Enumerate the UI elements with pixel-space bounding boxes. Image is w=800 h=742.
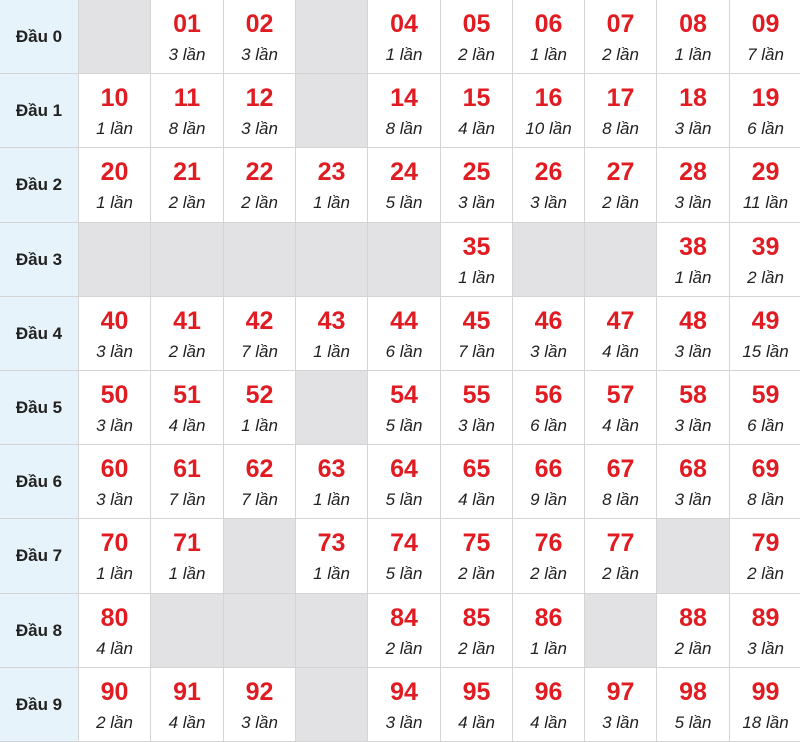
- empty-cell: [585, 594, 657, 668]
- number-cell: [151, 519, 224, 594]
- number-cell: [151, 668, 224, 742]
- row-header: Đầu 8: [0, 594, 79, 668]
- number-cell: [513, 74, 585, 148]
- occurrence-count: 1 lần: [96, 119, 133, 138]
- number-value: 45: [462, 307, 491, 335]
- empty-cell: [585, 223, 657, 297]
- occurrence-count: 3 lần: [385, 713, 423, 732]
- number-value: 92: [245, 678, 274, 706]
- number-cell: [513, 445, 585, 519]
- occurrence-count: 3 lần: [674, 416, 712, 435]
- occurrence-count: 9 lần: [530, 490, 567, 509]
- number-cell: [79, 297, 151, 371]
- row-header: Đầu 9: [0, 668, 79, 742]
- occurrence-count: 1 lần: [313, 193, 350, 212]
- number-cell: [151, 0, 224, 74]
- number-cell: [79, 148, 151, 223]
- number-cell: [513, 371, 585, 445]
- number-cell: [657, 148, 730, 223]
- number-cell: [296, 297, 368, 371]
- occurrence-count: 4 lần: [530, 713, 567, 732]
- number-cell: [657, 0, 730, 74]
- number-cell: [79, 445, 151, 519]
- number-value: 54: [390, 381, 418, 409]
- number-value: 89: [751, 604, 780, 632]
- occurrence-count: 2 lần: [241, 193, 278, 212]
- number-cell: [513, 148, 585, 223]
- number-cell: [513, 668, 585, 742]
- number-cell: [730, 594, 800, 668]
- number-cell: [585, 519, 657, 594]
- occurrence-count: 5 lần: [385, 490, 423, 509]
- number-cell: [730, 223, 800, 297]
- empty-cell: [151, 223, 224, 297]
- number-cell: [151, 371, 224, 445]
- number-value: 06: [534, 10, 563, 38]
- number-cell: [513, 594, 585, 668]
- number-value: 86: [534, 604, 563, 632]
- empty-cell: [224, 519, 296, 594]
- occurrence-count: 3 lần: [674, 119, 712, 138]
- occurrence-count: 5 lần: [385, 564, 423, 583]
- empty-cell: [79, 223, 151, 297]
- number-cell: [513, 519, 585, 594]
- number-value: 29: [751, 158, 780, 186]
- number-cell: [368, 668, 441, 742]
- number-value: 58: [679, 381, 707, 409]
- number-value: 65: [462, 455, 491, 483]
- number-cell: [441, 594, 513, 668]
- number-value: 70: [100, 529, 129, 557]
- occurrence-count: 2 lần: [168, 342, 206, 361]
- occurrence-count: 3 lần: [674, 342, 712, 361]
- number-value: 95: [462, 678, 491, 706]
- empty-cell: [296, 594, 368, 668]
- number-cell: [296, 445, 368, 519]
- number-value: 04: [390, 10, 418, 38]
- number-cell: [441, 668, 513, 742]
- number-cell: [441, 223, 513, 297]
- number-cell: [151, 148, 224, 223]
- occurrence-count: 1 lần: [530, 639, 567, 658]
- number-cell: [151, 445, 224, 519]
- number-cell: [730, 371, 800, 445]
- number-value: 16: [534, 84, 563, 112]
- number-value: 74: [390, 529, 418, 557]
- empty-cell: [151, 594, 224, 668]
- occurrence-count: 5 lần: [385, 193, 423, 212]
- number-value: 73: [317, 529, 346, 557]
- row-header: Đầu 2: [0, 148, 79, 223]
- number-cell: [585, 445, 657, 519]
- empty-cell: [296, 74, 368, 148]
- row-header: Đầu 1: [0, 74, 79, 148]
- number-cell: [368, 0, 441, 74]
- number-value: 08: [679, 10, 707, 38]
- occurrence-count: 1 lần: [241, 416, 278, 435]
- occurrence-count: 2 lần: [458, 45, 495, 64]
- occurrence-count: 2 lần: [602, 193, 639, 212]
- occurrence-count: 2 lần: [385, 639, 423, 658]
- number-value: 50: [100, 381, 129, 409]
- number-value: 98: [679, 678, 707, 706]
- number-cell: [730, 74, 800, 148]
- occurrence-count: 2 lần: [602, 45, 639, 64]
- number-cell: [441, 297, 513, 371]
- number-value: 39: [751, 233, 780, 261]
- occurrence-count: 7 lần: [241, 490, 278, 509]
- number-value: 26: [534, 158, 563, 186]
- number-cell: [730, 297, 800, 371]
- number-cell: [657, 668, 730, 742]
- occurrence-count: 2 lần: [747, 268, 784, 287]
- number-value: 47: [606, 307, 635, 335]
- number-cell: [730, 148, 800, 223]
- empty-cell: [513, 223, 585, 297]
- occurrence-count: 18 lần: [742, 713, 789, 732]
- number-value: 01: [173, 10, 201, 38]
- number-value: 91: [173, 678, 201, 706]
- number-cell: [441, 445, 513, 519]
- number-value: 79: [751, 529, 780, 557]
- number-cell: [79, 74, 151, 148]
- number-value: 63: [317, 455, 346, 483]
- occurrence-count: 4 lần: [458, 713, 495, 732]
- number-cell: [79, 519, 151, 594]
- occurrence-count: 3 lần: [241, 45, 278, 64]
- number-value: 67: [606, 455, 635, 483]
- number-cell: [368, 594, 441, 668]
- number-cell: [368, 148, 441, 223]
- occurrence-count: 8 lần: [168, 119, 206, 138]
- number-value: 64: [390, 455, 418, 483]
- number-cell: [151, 297, 224, 371]
- number-value: 21: [173, 158, 201, 186]
- occurrence-count: 2 lần: [674, 639, 712, 658]
- number-cell: [441, 0, 513, 74]
- number-cell: [730, 668, 800, 742]
- number-value: 62: [245, 455, 274, 483]
- occurrence-count: 2 lần: [96, 713, 133, 732]
- number-value: 42: [245, 307, 274, 335]
- number-value: 12: [245, 84, 274, 112]
- number-value: 80: [100, 604, 129, 632]
- number-value: 40: [100, 307, 129, 335]
- number-cell: [368, 297, 441, 371]
- occurrence-count: 1 lần: [313, 342, 350, 361]
- occurrence-count: 2 lần: [530, 564, 567, 583]
- row-header: Đầu 3: [0, 223, 79, 297]
- occurrence-count: 8 lần: [385, 119, 423, 138]
- number-cell: [296, 519, 368, 594]
- occurrence-count: 3 lần: [530, 342, 567, 361]
- number-cell: [585, 668, 657, 742]
- number-value: 02: [245, 10, 274, 38]
- occurrence-count: 3 lần: [458, 416, 495, 435]
- number-cell: [730, 445, 800, 519]
- occurrence-count: 1 lần: [458, 268, 495, 287]
- occurrence-count: 4 lần: [168, 713, 206, 732]
- number-value: 71: [173, 529, 201, 557]
- row-header: Đầu 7: [0, 519, 79, 594]
- number-value: 61: [173, 455, 201, 483]
- number-cell: [224, 445, 296, 519]
- occurrence-count: 3 lần: [674, 490, 712, 509]
- occurrence-count: 3 lần: [674, 193, 712, 212]
- number-cell: [657, 297, 730, 371]
- number-value: 09: [751, 10, 780, 38]
- occurrence-count: 2 lần: [458, 639, 495, 658]
- occurrence-count: 3 lần: [241, 119, 278, 138]
- occurrence-count: 8 lần: [602, 119, 639, 138]
- number-value: 51: [173, 381, 201, 409]
- occurrence-count: 11 lần: [742, 193, 789, 212]
- occurrence-count: 4 lần: [458, 490, 495, 509]
- number-value: 84: [390, 604, 418, 632]
- number-value: 85: [462, 604, 491, 632]
- number-value: 55: [462, 381, 491, 409]
- number-value: 27: [606, 158, 635, 186]
- occurrence-count: 8 lần: [747, 490, 784, 509]
- number-value: 57: [606, 381, 635, 409]
- occurrence-count: 2 lần: [458, 564, 495, 583]
- number-value: 56: [534, 381, 563, 409]
- number-cell: [585, 371, 657, 445]
- number-value: 60: [100, 455, 129, 483]
- number-value: 49: [751, 307, 780, 335]
- number-value: 76: [534, 529, 563, 557]
- number-value: 24: [390, 158, 418, 186]
- number-value: 38: [679, 233, 707, 261]
- empty-cell: [296, 223, 368, 297]
- number-value: 52: [245, 381, 274, 409]
- occurrence-count: 3 lần: [96, 416, 133, 435]
- occurrence-count: 1 lần: [96, 193, 133, 212]
- occurrence-count: 15 lần: [742, 342, 789, 361]
- number-value: 90: [100, 678, 129, 706]
- number-cell: [79, 668, 151, 742]
- row-header: Đầu 6: [0, 445, 79, 519]
- occurrence-count: 1 lần: [385, 45, 423, 64]
- occurrence-count: 10 lần: [525, 119, 572, 138]
- number-value: 28: [679, 158, 707, 186]
- number-value: 43: [317, 307, 346, 335]
- number-cell: [224, 371, 296, 445]
- occurrence-count: 1 lần: [168, 564, 206, 583]
- number-value: 41: [173, 307, 201, 335]
- occurrence-count: 1 lần: [313, 490, 350, 509]
- number-value: 22: [245, 158, 274, 186]
- row-header: Đầu 0: [0, 0, 79, 74]
- empty-cell: [296, 371, 368, 445]
- number-cell: [79, 594, 151, 668]
- number-cell: [730, 0, 800, 74]
- number-value: 75: [462, 529, 491, 557]
- number-cell: [657, 74, 730, 148]
- occurrence-count: 3 lần: [168, 45, 206, 64]
- number-value: 97: [606, 678, 635, 706]
- number-cell: [224, 297, 296, 371]
- number-value: 66: [534, 455, 563, 483]
- number-value: 23: [317, 158, 346, 186]
- number-value: 18: [679, 84, 707, 112]
- occurrence-count: 7 lần: [241, 342, 278, 361]
- number-cell: [441, 519, 513, 594]
- number-cell: [224, 74, 296, 148]
- number-value: 20: [100, 158, 129, 186]
- empty-cell: [224, 594, 296, 668]
- occurrence-count: 4 lần: [458, 119, 495, 138]
- row-header: Đầu 4: [0, 297, 79, 371]
- number-cell: [368, 445, 441, 519]
- number-value: 96: [534, 678, 563, 706]
- occurrence-count: 1 lần: [674, 268, 712, 287]
- number-cell: [224, 668, 296, 742]
- number-value: 94: [390, 678, 418, 706]
- occurrence-count: 1 lần: [530, 45, 567, 64]
- occurrence-count: 8 lần: [602, 490, 639, 509]
- occurrence-count: 7 lần: [747, 45, 784, 64]
- occurrence-count: 3 lần: [747, 639, 784, 658]
- number-cell: [585, 0, 657, 74]
- occurrence-count: 4 lần: [602, 342, 639, 361]
- occurrence-count: 2 lần: [602, 564, 639, 583]
- occurrence-count: 3 lần: [530, 193, 567, 212]
- number-value: 88: [679, 604, 707, 632]
- occurrence-count: 1 lần: [313, 564, 350, 583]
- number-cell: [657, 445, 730, 519]
- empty-cell: [79, 0, 151, 74]
- number-cell: [224, 0, 296, 74]
- number-value: 44: [390, 307, 418, 335]
- occurrence-count: 2 lần: [168, 193, 206, 212]
- number-value: 46: [534, 307, 563, 335]
- number-cell: [368, 371, 441, 445]
- occurrence-count: 6 lần: [385, 342, 423, 361]
- empty-cell: [296, 0, 368, 74]
- number-value: 77: [606, 529, 635, 557]
- occurrence-count: 6 lần: [747, 416, 784, 435]
- empty-cell: [657, 519, 730, 594]
- occurrence-count: 1 lần: [674, 45, 712, 64]
- number-cell: [657, 371, 730, 445]
- number-value: 25: [462, 158, 491, 186]
- occurrence-count: 5 lần: [385, 416, 423, 435]
- occurrence-count: 7 lần: [458, 342, 495, 361]
- number-value: 35: [462, 233, 491, 261]
- occurrence-count: 3 lần: [96, 490, 133, 509]
- number-value: 17: [606, 84, 635, 112]
- number-cell: [585, 297, 657, 371]
- occurrence-count: 4 lần: [96, 639, 133, 658]
- number-cell: [657, 594, 730, 668]
- number-cell: [441, 371, 513, 445]
- number-value: 19: [751, 84, 780, 112]
- occurrence-count: 7 lần: [168, 490, 206, 509]
- empty-cell: [224, 223, 296, 297]
- number-value: 59: [751, 381, 780, 409]
- number-value: 14: [390, 84, 418, 112]
- number-cell: [513, 0, 585, 74]
- number-cell: [368, 74, 441, 148]
- number-cell: [730, 519, 800, 594]
- number-cell: [296, 148, 368, 223]
- occurrence-count: 4 lần: [602, 416, 639, 435]
- number-value: 05: [462, 10, 491, 38]
- number-cell: [368, 519, 441, 594]
- occurrence-count: 3 lần: [458, 193, 495, 212]
- number-cell: [224, 148, 296, 223]
- number-value: 48: [679, 307, 707, 335]
- occurrence-count: 6 lần: [530, 416, 567, 435]
- occurrence-count: 4 lần: [168, 416, 206, 435]
- occurrence-count: 3 lần: [602, 713, 639, 732]
- number-value: 69: [751, 455, 780, 483]
- empty-cell: [296, 668, 368, 742]
- occurrence-count: 6 lần: [747, 119, 784, 138]
- number-cell: [151, 74, 224, 148]
- number-value: 10: [100, 84, 129, 112]
- occurrence-count: 3 lần: [96, 342, 133, 361]
- number-value: 15: [462, 84, 491, 112]
- number-value: 11: [173, 84, 201, 112]
- row-header: Đầu 5: [0, 371, 79, 445]
- empty-cell: [368, 223, 441, 297]
- number-value: 99: [751, 678, 780, 706]
- occurrence-count: 3 lần: [241, 713, 278, 732]
- number-cell: [79, 371, 151, 445]
- occurrence-count: 2 lần: [747, 564, 784, 583]
- number-cell: [513, 297, 585, 371]
- number-cell: [585, 148, 657, 223]
- occurrence-count: 5 lần: [674, 713, 712, 732]
- number-cell: [585, 74, 657, 148]
- occurrence-count: 1 lần: [96, 564, 133, 583]
- number-cell: [441, 74, 513, 148]
- number-cell: [441, 148, 513, 223]
- number-value: 07: [606, 10, 635, 38]
- number-value: 68: [679, 455, 707, 483]
- number-cell: [657, 223, 730, 297]
